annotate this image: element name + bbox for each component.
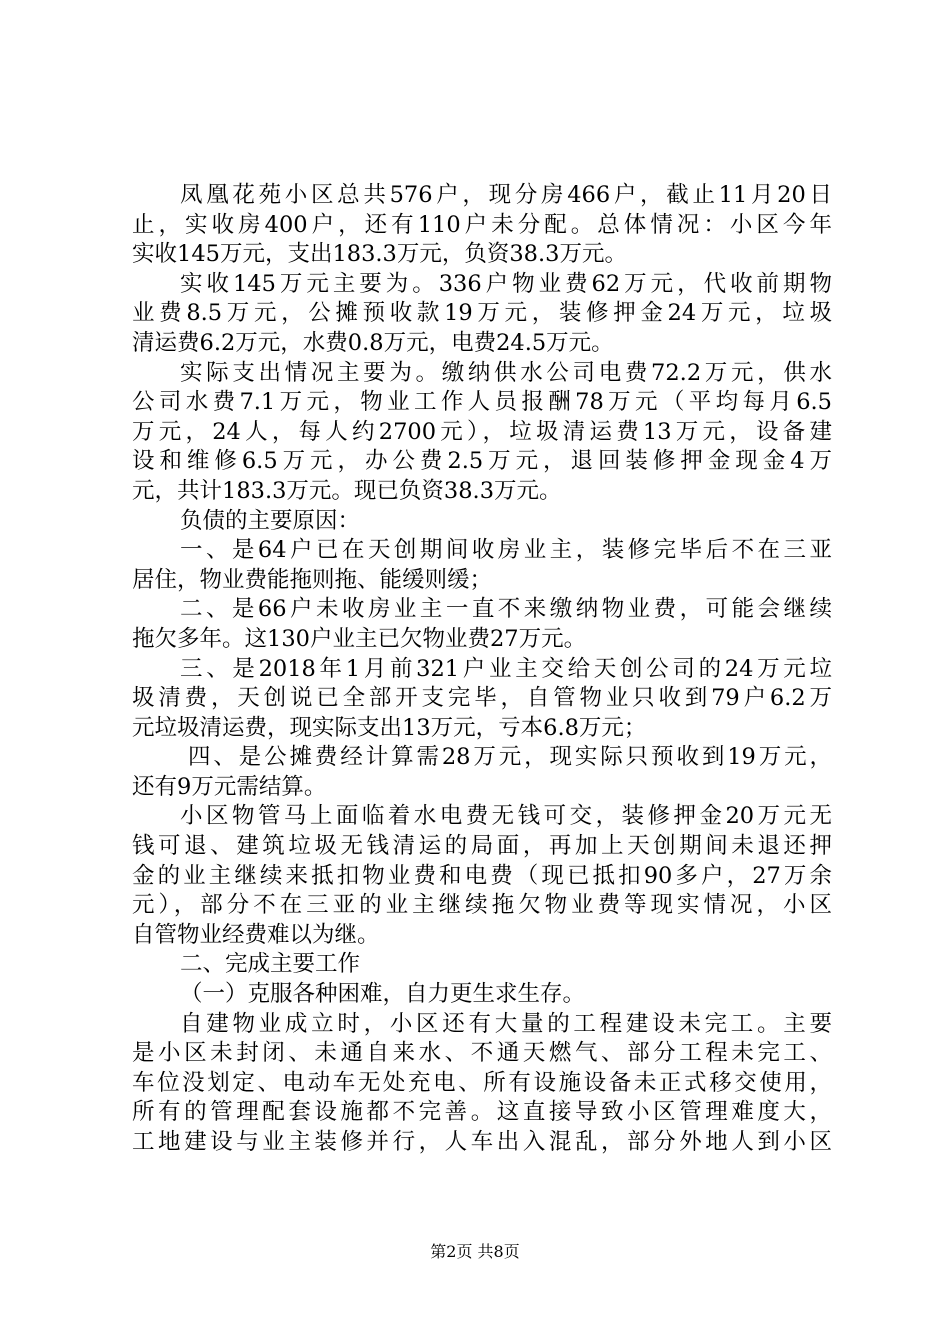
text-line: 二、是66户未收房业主一直不来缴纳物业费，可能会继续 bbox=[180, 596, 832, 623]
text-line: 万元，24人，每人约2700元），垃圾清运费13万元，设备建 bbox=[132, 418, 832, 445]
text-line: 钱可退、建筑垃圾无钱清运的局面，再加上天创期间未退还押 bbox=[132, 833, 832, 860]
text-line: 四、是公摊费经计算需28万元，现实际只预收到19万元， bbox=[188, 744, 832, 771]
text-line: 一、是64户已在天创期间收房业主，装修完毕后不在三亚 bbox=[180, 537, 832, 564]
document-body bbox=[132, 181, 832, 1158]
text-line: 实收145万元主要为。336户物业费62万元，代收前期物 bbox=[180, 270, 832, 297]
text-line: 止，实收房400户，还有110户未分配。总体情况：小区今年 bbox=[132, 211, 832, 238]
text-line: （一）克服各种困难，自力更生求生存。 bbox=[180, 981, 586, 1008]
text-line: 圾清费，天创说已全部开支完毕，自管物业只收到79户6.2万 bbox=[132, 685, 832, 712]
text-line: 车位没划定、电动车无处充电、所有设施设备未正式移交使用， bbox=[132, 1069, 832, 1096]
text-line: 还有9万元需结算。 bbox=[132, 773, 327, 800]
text-line: 设和维修6.5万元，办公费2.5万元，退回装修押金现金4万 bbox=[132, 448, 832, 475]
text-line: 自建物业成立时，小区还有大量的工程建设未完工。主要 bbox=[180, 1010, 832, 1037]
text-line: 实收145万元，支出183.3万元，负资38.3万元。 bbox=[132, 241, 627, 268]
text-line: 工地建设与业主装修并行，人车出入混乱，部分外地人到小区 bbox=[132, 1129, 832, 1155]
text-line: 自管物业经费难以为继。 bbox=[132, 921, 380, 948]
text-line: 负债的主要原因： bbox=[180, 507, 361, 534]
text-line: 金的业主继续来抵扣物业费和电费（现已抵扣90多户，27万余 bbox=[132, 862, 832, 889]
text-line: 所有的管理配套设施都不完善。这直接导致小区管理难度大， bbox=[132, 1099, 832, 1126]
text-line: 拖欠多年。这130户业主已欠物业费27万元。 bbox=[132, 625, 587, 652]
text-line: 小区物管马上面临着水电费无钱可交，装修押金20万元无 bbox=[180, 803, 832, 830]
text-line: 是小区未封闭、未通自来水、不通天燃气、部分工程未完工、 bbox=[132, 1040, 832, 1067]
text-line: 元），部分不在三亚的业主继续拖欠物业费等现实情况，小区 bbox=[132, 892, 832, 919]
text-line: 凤凰花苑小区总共576户，现分房466户，截止11月20日 bbox=[180, 182, 832, 208]
text-line: 实际支出情况主要为。缴纳供水公司电费72.2万元，供水 bbox=[180, 359, 832, 386]
text-line: 元，共计183.3万元。现已负资38.3万元。 bbox=[132, 477, 562, 504]
text-line: 元垃圾清运费，现实际支出13万元，亏本6.8万元； bbox=[132, 714, 647, 741]
text-line: 二、完成主要工作 bbox=[180, 951, 361, 978]
text-line: 居住，物业费能拖则拖、能缓则缓； bbox=[132, 566, 493, 593]
text-line: 清运费6.2万元，水费0.8万元，电费24.5万元。 bbox=[132, 329, 614, 356]
page-footer: 第2页 共8页 bbox=[430, 1242, 520, 1261]
text-line: 三、是2018年1月前321户业主交给天创公司的24万元垃 bbox=[180, 655, 832, 682]
text-line: 公司水费7.1万元，物业工作人员报酬78万元（平均每月6.5 bbox=[132, 389, 832, 416]
text-line: 业费8.5万元，公摊预收款19万元，装修押金24万元，垃圾 bbox=[132, 300, 832, 327]
